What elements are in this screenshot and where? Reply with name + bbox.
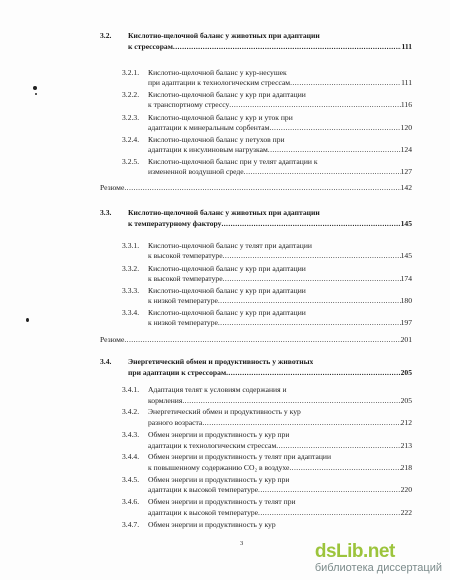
page-ref: 127 [400,167,412,176]
subsection-number: 3.3.2. [122,264,140,273]
page-ref: 197 [400,318,412,327]
page-ref: 205 [400,396,412,405]
entry-line1: Кислотно-щелочной баланс у петухов при [148,135,285,144]
summary-label: Резюме [100,335,125,344]
section-number: 3.4. [100,357,112,366]
entry-line1: Обмен энергии и продуктивность у кур [148,520,276,529]
subsection-number: 3.4.4. [122,452,140,461]
entry-line2: к транспортному стрессу [148,100,230,109]
subsection-number: 3.2.4. [122,135,140,144]
entry-line2: к повышенному содержанию CO₂ в воздухе [148,463,290,472]
page-ref: 218 [400,463,412,472]
scan-speck [35,93,37,95]
entry-line2: при адаптации к технологическим стрессам [148,78,291,87]
page-ref: 220 [400,485,412,494]
watermark-logo: dsLib.net [314,541,395,562]
section-number: 3.3. [100,208,112,217]
subsection-number: 3.3.4. [122,308,140,317]
subsection-number: 3.4.2. [122,407,140,416]
section-title-line1: Энергетический обмен и продуктивность у животных [128,357,314,366]
entry-line1: Кислотно-щелочной баланс у телят при адаптации [148,241,312,250]
watermark [315,542,442,574]
entry-line1: Кислотно-щелочной баланс у кур при адаптации [148,264,306,273]
toc-entry-leader [148,251,412,261]
toc-entry-leader [148,396,412,406]
toc-entry-leader [148,274,412,284]
toc-entry-leader [148,100,412,110]
entry-line1: Обмен энергии и продуктивность у кур при [148,430,290,439]
entry-line1: Энергетический обмен и продуктивность у кур [148,407,301,416]
toc-entry-leader [148,145,412,155]
subsection-number: 3.2.1. [122,68,140,77]
page-ref: 222 [400,508,412,517]
entry-line2: разного возраста [148,418,203,427]
entry-line1: Обмен энергии и продуктивность у кур при [148,475,290,484]
toc-entry-leader [128,219,412,229]
entry-line1: Обмен энергии и продуктивность у телят при адаптации [148,452,332,461]
entry-line1: Адаптация телят к условиям содержания и [148,385,287,394]
summary-entry [100,183,412,193]
entry-line2: к низкой температуре [148,296,218,305]
page-ref: 174 [400,274,412,283]
page-ref: 111 [401,42,412,51]
subsection-number: 3.4.6. [122,497,140,506]
page-ref: 124 [400,145,412,154]
entry-line2: адаптации к высокой температуре [148,508,259,517]
page-ref: 120 [400,123,412,132]
toc-entry-leader [148,123,412,133]
entry-line2: адаптации к технологическим стрессам [148,441,277,450]
page-ref: 142 [400,183,412,192]
toc-entry-leader [148,418,412,428]
section-title-line1: Кислотно-щелочной баланс у животных при адаптации [128,208,320,217]
subsection-number: 3.3.3. [122,286,140,295]
subsection-number: 3.4.7. [122,520,140,529]
page-ref: 145 [400,219,412,228]
page-number: 3 [240,540,244,547]
scan-speck [26,318,29,322]
page-ref: 145 [400,251,412,260]
section-title-line2: к стрессорам [128,42,173,51]
entry-line1: Кислотно-щелочной баланс у кур и уток при [148,113,293,122]
toc-entry-leader [148,318,412,328]
toc-entry-leader [148,485,412,495]
toc-entry-leader [148,167,412,177]
entry-line1: Обмен энергии и продуктивность у телят при [148,497,296,506]
entry-line2: кормления [148,396,183,405]
subsection-number: 3.2.2. [122,90,140,99]
entry-line1: Кислотно-щелочной баланс при у телят адаптации к [148,157,318,166]
entry-line2: к высокой температуре [148,251,223,260]
toc-entry-leader [148,296,412,306]
subsection-number: 3.2.3. [122,113,140,122]
section-title-line2: к температурному фактору [128,219,222,228]
toc-entry-leader [148,78,412,88]
section-number: 3.2. [100,31,112,40]
page-ref: 205 [400,368,412,377]
watermark-subtitle: библиотека диссертаций [314,562,442,574]
toc-entry-leader [128,42,412,52]
entry-line1: Кислотно-щелочной баланс у кур при адаптации [148,308,306,317]
scan-speck [33,86,37,90]
page-ref: 213 [400,441,412,450]
toc-entry-leader [148,463,412,473]
subsection-number: 3.4.1. [122,385,140,394]
entry-line1: Кислотно-щелочной баланс у кур при адаптации [148,90,306,99]
section-title-line2: при адаптации к стрессорам [128,368,227,377]
section-title-line1: Кислотно-щелочной баланс у животных при адаптации [128,31,320,40]
entry-line2: адаптации к минеральным сорбентам [148,123,270,132]
page-ref: 212 [400,418,412,427]
page-ref: 201 [400,335,412,344]
entry-line1: Кислотно-щелочной баланс у кур-несушек [148,68,287,77]
page-ref: 111 [401,78,412,87]
summary-label: Резюме [100,183,125,192]
entry-line2: измененной воздушной среде [148,167,244,176]
entry-line2: адаптации к высокой температуре [148,485,259,494]
subsection-number: 3.4.5. [122,475,140,484]
toc-entry-leader [128,368,412,378]
entry-line2: адаптации к инсулиновым нагрузкам [148,145,268,154]
entry-line2: к высокой температуре [148,274,223,283]
toc-entry-leader [148,441,412,451]
subsection-number: 3.2.5. [122,157,140,166]
page-ref: 180 [400,296,412,305]
subsection-number: 3.3.1. [122,241,140,250]
summary-entry [100,335,412,345]
entry-line1: Кислотно-щелочной баланс у кур при адаптации [148,286,306,295]
page-ref: 116 [400,100,412,109]
subsection-number: 3.4.3. [122,430,140,439]
toc-entry-leader [148,508,412,518]
entry-line2: к низкой температуре [148,318,218,327]
